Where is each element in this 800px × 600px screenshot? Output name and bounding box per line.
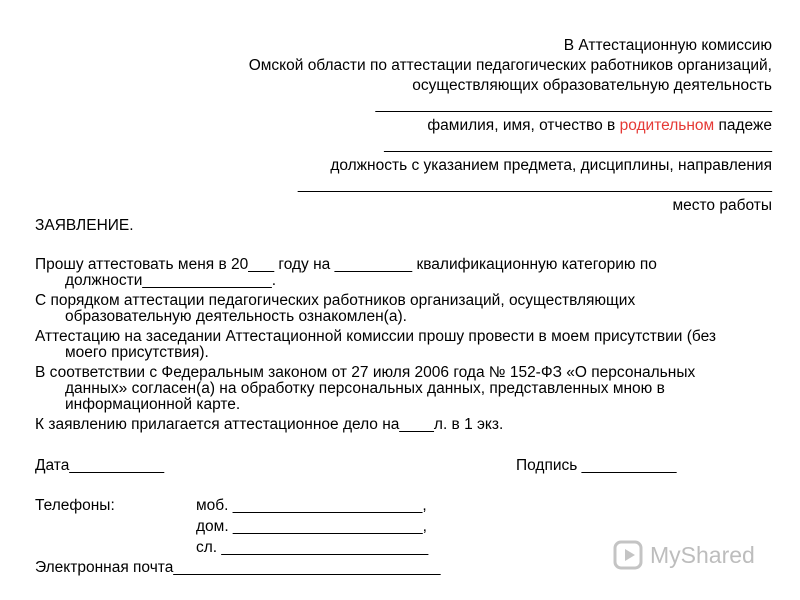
position-caption: должность с указанием предмета, дисциплины, направления [330, 157, 772, 174]
myshared-watermark [612, 535, 772, 575]
mobile-phone-field: моб. ______________________, [196, 497, 427, 514]
paragraph-attestation-request: Прошу аттестовать меня в 20___ году на _________ квалификационную категорию по должности_______________. [35, 256, 657, 289]
phones-label: Телефоны: [35, 497, 115, 514]
work-phone-field: сл. ________________________ [196, 539, 429, 556]
workplace-blank: _______________________________________________________ [297, 176, 772, 193]
header-line-1: В Аттестационную комиссию [563, 37, 772, 54]
home-phone-field: дом. ______________________, [196, 518, 427, 535]
email-field: Электронная почта_______________________________ [35, 559, 441, 576]
myshared-logo-icon [612, 539, 644, 571]
header-line-2: Омской области по аттестации педагогических работников организаций, [248, 57, 772, 74]
signature-field: Подпись ___________ [516, 457, 677, 474]
paragraph-presence: Аттестацию на заседании Аттестационной комиссии прошу провести в моем присутствии (без моего присутствия). [35, 328, 717, 361]
paragraph-attachment: К заявлению прилагается аттестационное дело на____л. в 1 экз. [35, 416, 504, 433]
paragraph-personal-data-consent: В соответствии с Федеральным законом от 27 июля 2006 года № 152-ФЗ «О персональных данных» согласен(а) на обработку персональных данных, представленных мною в информационной карте. [35, 364, 696, 413]
header-line-3: осуществляющих образовательную деятельность [412, 77, 772, 94]
paragraph-procedure-acknowledgement: С порядком аттестации педагогических работников организаций, осуществляющих образовательную деятельность ознакомлен(а). [35, 292, 636, 325]
position-blank: _____________________________________________ [384, 136, 772, 153]
name-caption: фамилия, имя, отчество в родительном падеже [427, 117, 772, 134]
watermark-text: MyShared [650, 542, 755, 568]
workplace-caption: место работы [672, 197, 772, 214]
document-title: ЗАЯВЛЕНИЕ. [35, 217, 134, 234]
date-field: Дата___________ [35, 457, 165, 474]
genitive-case-highlight: родительном [619, 117, 715, 134]
name-blank: ______________________________________________ [375, 96, 772, 113]
